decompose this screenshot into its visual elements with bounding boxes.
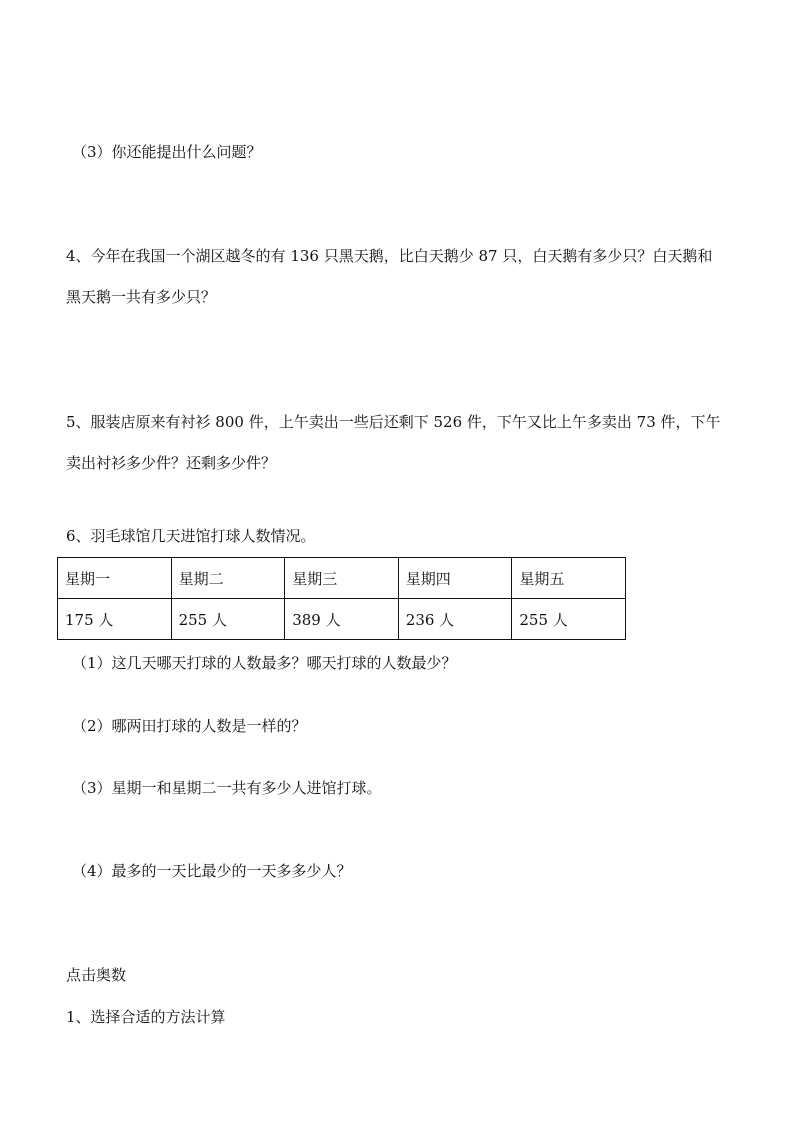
table-header-row xyxy=(58,558,626,599)
question-6-subquestion-4: （4）最多的一天比最少的一天多多少人？ xyxy=(72,862,352,880)
table-cell: 175 人 xyxy=(58,599,172,640)
question-6-subquestion-1: （1）这几天哪天打球的人数最多？哪天打球的人数最少？ xyxy=(72,654,457,672)
table-cell: 389 人 xyxy=(285,599,399,640)
question-4-text-line-2: 黑天鹅一共有多少只？ xyxy=(66,288,217,306)
section-title: 点击奥数 xyxy=(66,966,127,984)
table-cell: 255 人 xyxy=(171,599,285,640)
table-cell: 255 人 xyxy=(512,599,626,640)
question-5-text-line-2: 卖出衬衫多少件？还剩多少件？ xyxy=(66,454,277,472)
table-header-cell: 星期三 xyxy=(285,558,399,599)
question-6-subquestion-3: （3）星期一和星期二一共有多少人进馆打球。 xyxy=(72,779,382,797)
question-3-subquestion: （3）你还能提出什么问题？ xyxy=(72,143,262,161)
question-4-text-line-1: 4、今年在我国一个湖区越冬的有 136 只黑天鹅，比白天鹅少 87 只，白天鹅有多少只？白天鹅和 xyxy=(66,247,713,265)
table-header-cell: 星期四 xyxy=(398,558,512,599)
question-6-title: 6、羽毛球馆几天进馆打球人数情况。 xyxy=(66,527,316,545)
table-header-cell: 星期一 xyxy=(58,558,172,599)
question-5-text-line-1: 5、服装店原来有衬衫 800 件，上午卖出一些后还剩下 526 件，下午又比上午多卖出 73 件，下午 xyxy=(66,413,721,431)
attendance-table xyxy=(57,557,626,640)
table-header-cell: 星期二 xyxy=(171,558,285,599)
question-6-subquestion-2: （2）哪两田打球的人数是一样的？ xyxy=(72,717,307,735)
table-cell: 236 人 xyxy=(398,599,512,640)
section-question-1: 1、选择合适的方法计算 xyxy=(66,1008,226,1026)
table-row xyxy=(58,599,626,640)
table-header-cell: 星期五 xyxy=(512,558,626,599)
